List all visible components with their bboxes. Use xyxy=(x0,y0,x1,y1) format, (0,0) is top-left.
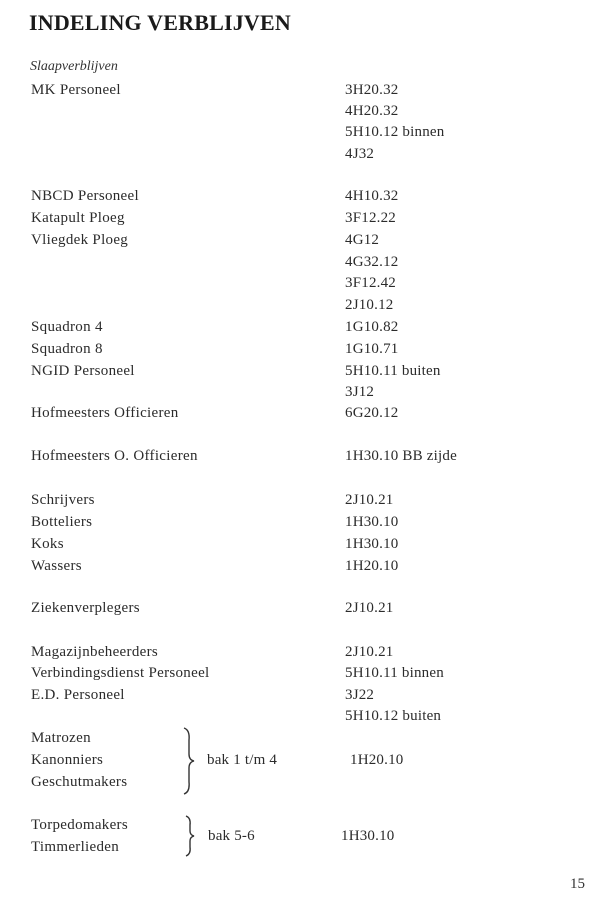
label-timmerlieden: Timmerlieden xyxy=(31,839,120,855)
label-geschutmakers: Geschutmakers xyxy=(31,774,128,790)
room-code: 1G10.82 xyxy=(345,319,399,335)
label-schrijvers: Schrijvers xyxy=(31,492,95,508)
label-ngid-personeel: NGID Personeel xyxy=(31,363,135,379)
label-mk-personeel: MK Personeel xyxy=(31,82,121,98)
room-code: 1H30.10 xyxy=(345,536,399,552)
room-code: 5H10.12 buiten xyxy=(345,708,442,724)
room-code: 3H20.32 xyxy=(345,82,399,98)
room-code: 4G32.12 xyxy=(345,254,399,270)
room-code: 4G12 xyxy=(345,232,380,248)
room-code: 5H10.12 binnen xyxy=(345,124,445,140)
label-verbindingsdienst-personeel: Verbindingsdienst Personeel xyxy=(31,665,210,681)
room-code: 5H10.11 binnen xyxy=(345,665,444,681)
room-code: 1H20.10 xyxy=(345,558,399,574)
label-katapult-ploeg: Katapult Ploeg xyxy=(31,210,125,226)
room-code: 1H30.10 xyxy=(341,828,395,844)
room-code: 4H10.32 xyxy=(345,188,399,204)
room-code: 4J32 xyxy=(345,146,375,162)
room-code: 6G20.12 xyxy=(345,405,399,421)
room-code: 1G10.71 xyxy=(345,341,399,357)
room-code: 3J22 xyxy=(345,687,375,703)
room-code: 3J12 xyxy=(345,384,375,400)
label-koks: Koks xyxy=(31,536,64,552)
room-code: 2J10.21 xyxy=(345,644,394,660)
label-magazijnbeheerders: Magazijnbeheerders xyxy=(31,644,159,660)
room-code: 1H20.10 xyxy=(350,752,404,768)
room-code: 2J10.12 xyxy=(345,297,394,313)
room-code: 2J10.21 xyxy=(345,600,394,616)
label-ed-personeel: E.D. Personeel xyxy=(31,687,125,703)
section-subtitle: Slaapverblijven xyxy=(30,59,118,74)
page-number: 15 xyxy=(570,876,585,892)
label-botteliers: Botteliers xyxy=(31,514,93,530)
curly-brace-icon xyxy=(179,814,197,858)
room-code: 1H30.10 BB zijde xyxy=(345,448,457,464)
label-squadron-4: Squadron 4 xyxy=(31,319,103,335)
label-torpedomakers: Torpedomakers xyxy=(31,817,128,833)
page-title: INDELING VERBLIJVEN xyxy=(29,10,291,35)
label-wassers: Wassers xyxy=(31,558,82,574)
bak-label: bak 1 t/m 4 xyxy=(207,752,278,768)
label-hofmeesters-officieren: Hofmeesters Officieren xyxy=(31,405,179,421)
label-vliegdek-ploeg: Vliegdek Ploeg xyxy=(31,232,129,248)
label-hofmeesters-o-officieren: Hofmeesters O. Officieren xyxy=(31,448,198,464)
label-squadron-8: Squadron 8 xyxy=(31,341,103,357)
room-code: 4H20.32 xyxy=(345,103,399,119)
room-code: 5H10.11 buiten xyxy=(345,363,441,379)
label-matrozen: Matrozen xyxy=(31,730,91,746)
room-code: 2J10.21 xyxy=(345,492,394,508)
room-code: 1H30.10 xyxy=(345,514,399,530)
room-code: 3F12.22 xyxy=(345,210,396,226)
bak-label: bak 5-6 xyxy=(208,828,255,844)
label-kanonniers: Kanonniers xyxy=(31,752,104,768)
label-nbcd-personeel: NBCD Personeel xyxy=(31,188,139,204)
room-code: 3F12.42 xyxy=(345,275,396,291)
curly-brace-icon xyxy=(178,726,196,796)
label-ziekenverplegers: Ziekenverplegers xyxy=(31,600,140,616)
